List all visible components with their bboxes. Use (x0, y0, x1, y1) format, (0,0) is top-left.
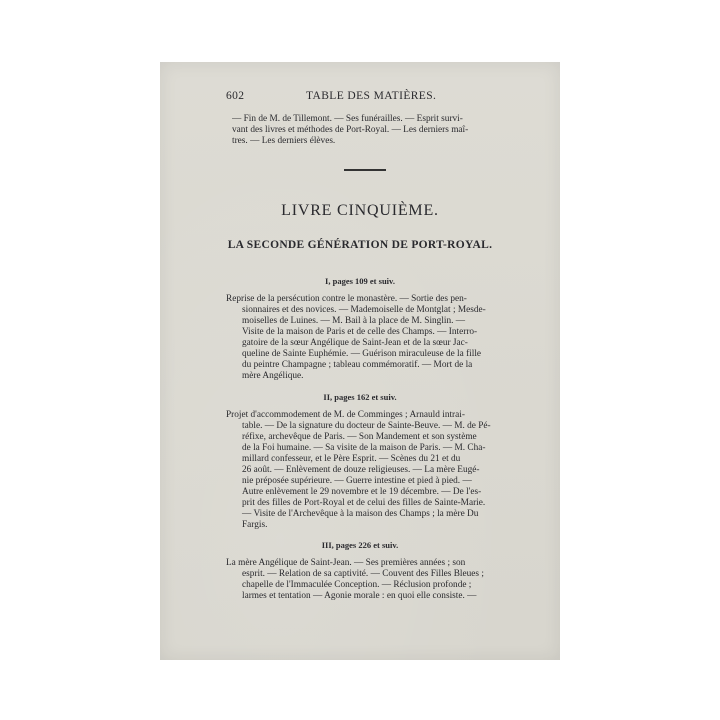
text-line: — Visite de l'Archevêque à la maison des Champs ; la mère Du (242, 509, 479, 519)
running-title: TABLE DES MATIÈRES. (306, 90, 437, 102)
text-line: prit des filles de Port-Royal et de celui des filles de Sainte-Marie. (242, 498, 486, 508)
text-line: réfixe, archevêque de Paris. — Son Mandement et son système (242, 432, 477, 442)
section-divider (344, 169, 386, 171)
text-line: mère Angélique. (242, 371, 304, 381)
text-line: Fargis. (242, 520, 268, 530)
book-page (160, 62, 560, 660)
text-line: 26 août. — Enlèvement de douze religieuses. — La mère Eugé- (242, 465, 480, 475)
text-line: larmes et tentation — Agonie morale : en quoi elle consiste. — (242, 591, 477, 601)
text-line: tres. — Les derniers élèves. (232, 136, 336, 146)
section-paragraph (226, 294, 506, 382)
text-line: chapelle de l'Immaculée Conception. — Réclusion profonde ; (242, 580, 472, 590)
section-paragraph (226, 558, 506, 602)
intro-paragraph (232, 114, 498, 147)
text-line: moiselles de Luines. — M. Bail à la place de M. Singlin. — (242, 316, 466, 326)
text-line: Autre enlèvement le 29 novembre et le 19 décembre. — De l'es- (242, 487, 482, 497)
text-line: vant des livres et méthodes de Port-Royal. — Les derniers maî- (232, 125, 469, 135)
text-line: du peintre Champagne ; tableau commémoratif. — Mort de la (242, 360, 473, 370)
text-line: Reprise de la persécution contre le monastère. — Sortie des pen- (226, 294, 467, 304)
section-paragraph (226, 410, 506, 531)
text-line: Visite de la maison de Paris et de celle des Champs. — Interro- (242, 327, 478, 337)
text-line: millard confesseur, et le Père Esprit. — Scènes du 21 et du (242, 454, 461, 464)
text-line: sionnaires et des novices. — Mademoiselle de Montglat ; Mesde- (242, 305, 486, 315)
text-line: — Fin de M. de Tillemont. — Ses funérailles. — Esprit survi- (232, 114, 463, 124)
text-line: table. — De la signature du docteur de Sainte-Beuve. — M. de Pé- (242, 421, 491, 431)
book-title: LIVRE CINQUIÈME. (281, 202, 439, 219)
section-heading: I, pages 109 et suiv. (325, 276, 395, 286)
text-line: nie préposée supérieure. — Guerre intestine et pied à pied. — (242, 476, 472, 486)
page-number: 602 (226, 90, 245, 102)
text-line: Projet d'accommodement de M. de Comminges ; Arnauld intrai- (226, 410, 465, 420)
text-line: de la Foi humaine. — Sa visite de la maison de Paris. — M. Cha- (242, 443, 486, 453)
text-line: esprit. — Relation de sa captivité. — Couvent des Filles Bleues ; (242, 569, 484, 579)
book-subtitle: LA SECONDE GÉNÉRATION DE PORT-ROYAL. (227, 239, 493, 251)
text-line: gatoire de la sœur Angélique de Saint-Jean et de la sœur Jac- (242, 338, 468, 348)
text-line: La mère Angélique de Saint-Jean. — Ses premières années ; son (226, 558, 466, 568)
section-heading: II, pages 162 et suiv. (323, 392, 397, 402)
text-line: queline de Sainte Euphémie. — Guérison miraculeuse de la fille (242, 349, 482, 359)
section-heading: III, pages 226 et suiv. (321, 540, 399, 550)
